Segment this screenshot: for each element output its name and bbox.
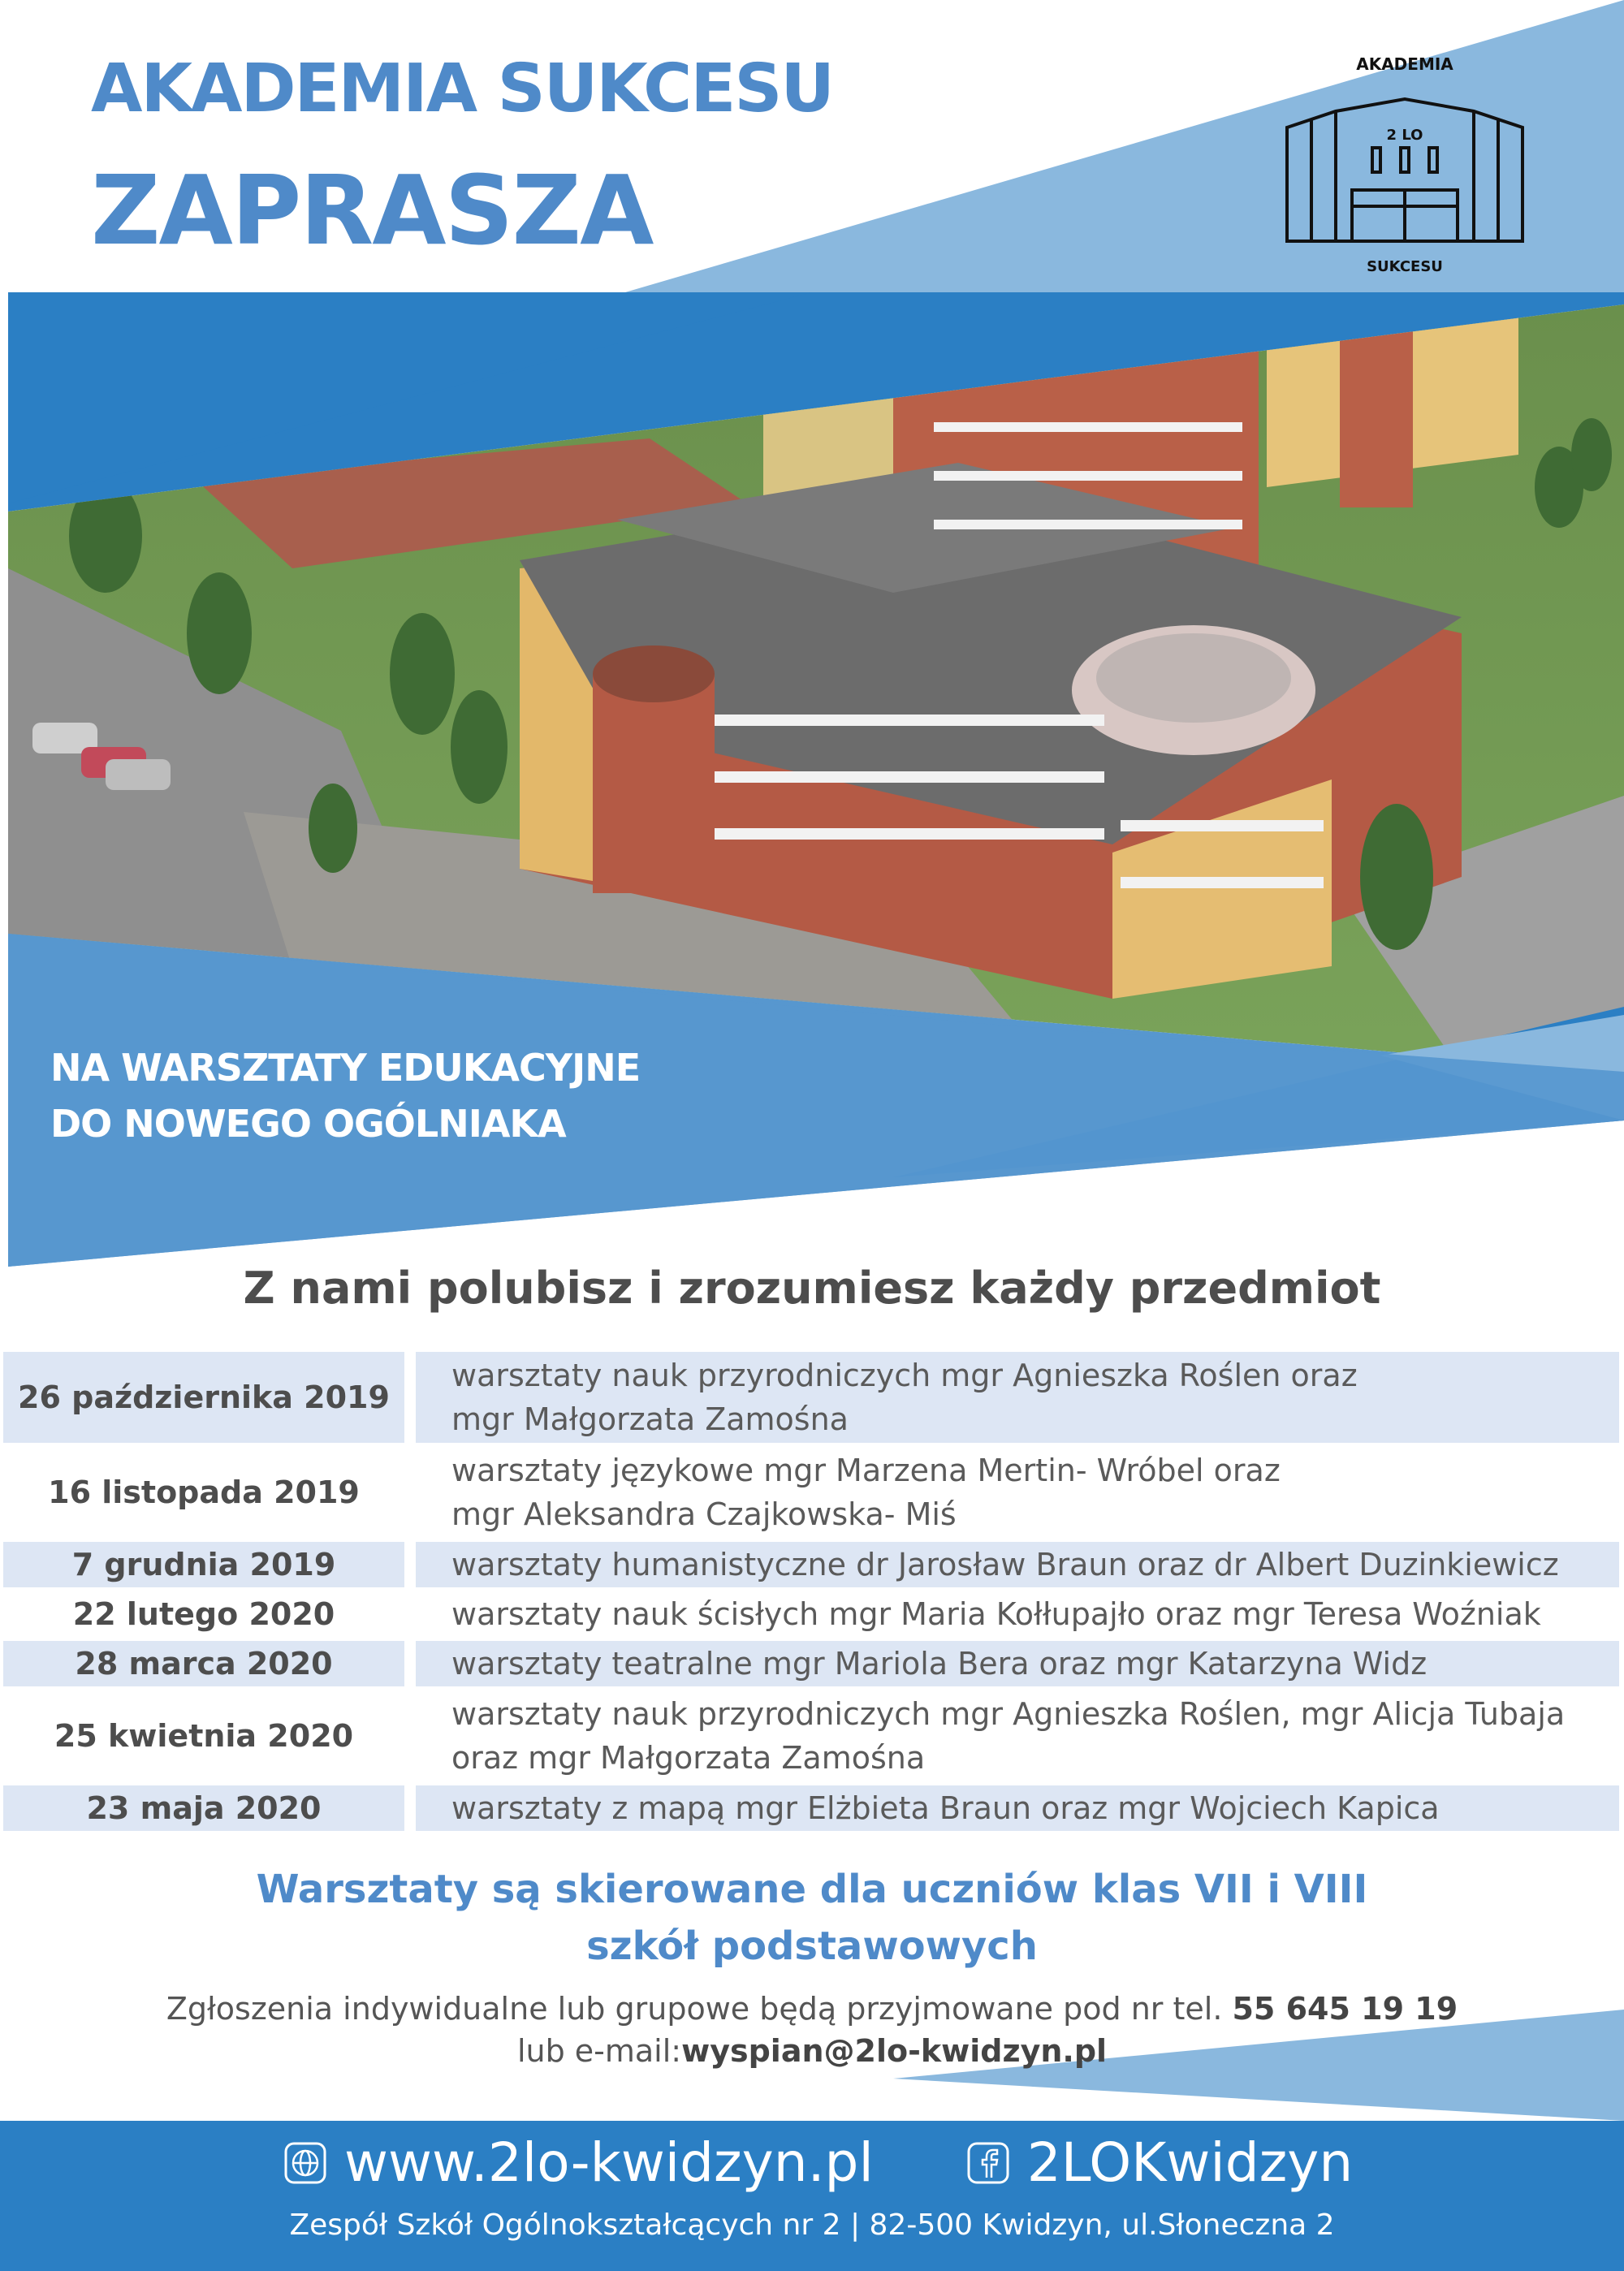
website-text: www.2lo-kwidzyn.pl [344, 2131, 874, 2194]
schedule-date: 28 marca 2020 [3, 1641, 404, 1686]
schedule-description [416, 1591, 1619, 1637]
logo-top-text: AKADEMIA [1356, 54, 1453, 74]
schedule-date: 16 listopada 2019 [3, 1447, 404, 1538]
tagline: Z nami polubisz i zrozumiesz każdy przedmiot [243, 1263, 1381, 1314]
schedule-row [3, 1641, 1619, 1686]
contact-line1 [0, 1988, 1624, 2030]
akademia-sukcesu-logo [1279, 50, 1531, 286]
logo-bottom-text: SUKCESU [1367, 258, 1443, 275]
contact-text: Zgłoszenia indywidualne lub grupowe będą przyjmowane pod nr tel. [166, 1991, 1233, 2027]
schedule-description-line: warsztaty nauk przyrodniczych mgr Agnieszka Roślen oraz [451, 1358, 1358, 1393]
schedule-description [416, 1690, 1619, 1781]
schedule-description-line: warsztaty z mapą mgr Elżbieta Braun oraz mgr Wojciech Kapica [451, 1790, 1440, 1826]
schedule-description-line: oraz mgr Małgorzata Zamośna [451, 1740, 926, 1776]
page-title-line2: ZAPRASZA [91, 154, 653, 266]
schedule-row [3, 1542, 1619, 1587]
subheadline-line2: DO NOWEGO OGÓLNIAKA [50, 1102, 566, 1146]
contact-line2 [0, 2030, 1624, 2072]
email-link[interactable]: wyspian@2lo-kwidzyn.pl [681, 2033, 1108, 2069]
target-line1: Warsztaty są skierowane dla uczniów klas VII i VIII [256, 1867, 1368, 1912]
schedule-description-line: mgr Aleksandra Czajkowska- Miś [451, 1496, 957, 1532]
schedule-description-line: warsztaty językowe mgr Marzena Mertin- Wróbel oraz [451, 1453, 1281, 1488]
schedule-table [3, 1352, 1619, 1835]
schedule-date: 25 kwietnia 2020 [3, 1690, 404, 1781]
schedule-row [3, 1352, 1619, 1443]
facebook-icon [967, 2142, 1009, 2184]
schedule-row [3, 1591, 1619, 1637]
email-label: lub e-mail: [516, 2033, 682, 2069]
schedule-description [416, 1447, 1619, 1538]
schedule-row [3, 1690, 1619, 1781]
page-title-line1: AKADEMIA SUKCESU [91, 50, 834, 127]
facebook-link[interactable] [967, 2131, 1353, 2194]
schedule-description-line: warsztaty nauk przyrodniczych mgr Agnieszka Roślen, mgr Alicja Tubaja [451, 1696, 1566, 1732]
schedule-date: 23 maja 2020 [3, 1785, 404, 1831]
schedule-description-line: warsztaty humanistyczne dr Jarosław Braun oraz dr Albert Duzinkiewicz [451, 1547, 1559, 1582]
schedule-description-line: mgr Małgorzata Zamośna [451, 1401, 849, 1437]
schedule-row [3, 1785, 1619, 1831]
schedule-description-line: warsztaty nauk ścisłych mgr Maria Kołłupajło oraz mgr Teresa Woźniak [451, 1596, 1541, 1632]
target-line2: szkół podstawowych [586, 1923, 1038, 1969]
contact-info [0, 1988, 1624, 2072]
schedule-description [416, 1641, 1619, 1686]
schedule-date: 26 października 2019 [3, 1352, 404, 1443]
globe-icon [284, 2142, 326, 2184]
phone-number[interactable]: 55 645 19 19 [1232, 1991, 1458, 2027]
logo-middle-text: 2 LO [1386, 127, 1423, 144]
target-audience [0, 1861, 1624, 1975]
schedule-date: 7 grudnia 2019 [3, 1542, 404, 1587]
school-address: Zespół Szkół Ogólnokształcących nr 2 | 82-500 Kwidzyn, ul.Słoneczna 2 [289, 2208, 1335, 2242]
website-link[interactable] [284, 2131, 874, 2194]
subheadline-line1: NA WARSZTATY EDUKACYJNE [50, 1046, 641, 1090]
schedule-row [3, 1447, 1619, 1538]
schedule-description [416, 1785, 1619, 1831]
facebook-text: 2LOKwidzyn [1026, 2131, 1354, 2194]
footer-links [284, 2131, 1353, 2194]
schedule-description [416, 1542, 1619, 1587]
schedule-description-line: warsztaty teatralne mgr Mariola Bera oraz mgr Katarzyna Widz [451, 1646, 1427, 1682]
schedule-description [416, 1352, 1619, 1443]
schedule-date: 22 lutego 2020 [3, 1591, 404, 1637]
